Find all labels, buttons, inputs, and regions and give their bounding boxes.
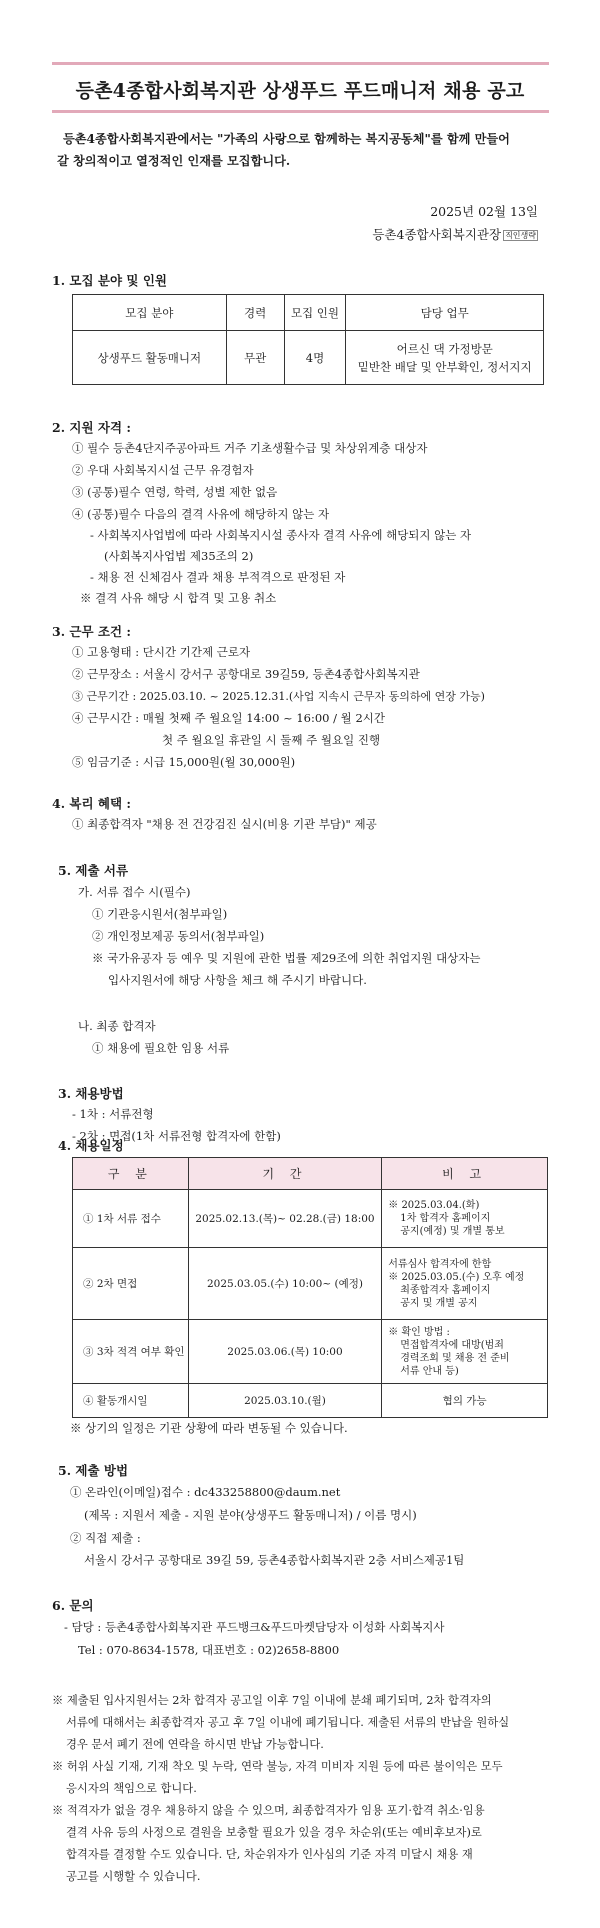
section-heading-benefits: 4. 복리 혜택 : bbox=[52, 796, 132, 811]
schedule-step: ③ 3차 적격 여부 확인 bbox=[73, 1320, 189, 1384]
note-line: 경우 문서 폐기 전에 연락을 하시면 반납 가능합니다. bbox=[66, 1738, 324, 1751]
note-line: 응시자의 책임으로 합니다. bbox=[66, 1782, 197, 1795]
table-row bbox=[73, 1248, 548, 1320]
note-line: 서류심사 합격자에 한함 bbox=[388, 1258, 492, 1270]
table-header-cell: 담당 업무 bbox=[346, 295, 544, 331]
schedule-period: 2025.03.06.(목) 10:00 bbox=[188, 1320, 382, 1384]
list-item: ① 기관응시원서(첨부파일) bbox=[92, 907, 228, 921]
schedule-period: 2025.03.10.(월) bbox=[188, 1384, 382, 1418]
table-row bbox=[73, 1190, 548, 1248]
schedule-note: 협의 가능 bbox=[382, 1384, 548, 1418]
list-item: ④ (공통)필수 다음의 결격 사유에 해당하지 않는 자 bbox=[72, 507, 330, 521]
table-header-cell: 경력 bbox=[226, 295, 284, 331]
list-item: - 2차 : 면접(1차 서류전형 합격자에 한함) bbox=[72, 1129, 281, 1143]
section-heading-submission: 5. 제출 방법 bbox=[58, 1463, 129, 1478]
intro-prefix: 등촌4종합사회복지관에서는 bbox=[63, 132, 218, 146]
table-header-row bbox=[73, 295, 544, 331]
title-top-rule bbox=[52, 62, 549, 65]
section-heading-recruitment: 1. 모집 분야 및 인원 bbox=[52, 273, 167, 288]
list-item: ② 직접 제출 : bbox=[70, 1531, 141, 1545]
table-row bbox=[73, 1384, 548, 1418]
note-line: 서류에 대해서는 최종합격자 공고 후 7일 이내에 폐기됩니다. 제출된 서류의 반납을 원하실 bbox=[66, 1716, 510, 1729]
signature bbox=[372, 225, 538, 243]
note-line: 최종합격자 홈페이지 bbox=[400, 1284, 491, 1296]
note-line: ※ 허위 사실 기재, 기재 착오 및 누락, 연락 불능, 자격 미비자 지원 등에 따른 불이익은 모두 bbox=[52, 1760, 503, 1773]
schedule-note bbox=[382, 1248, 548, 1320]
note-line: ※ 2025.03.05.(수) 오후 예정 bbox=[388, 1271, 525, 1283]
sub-heading: 가. 서류 접수 시(필수) bbox=[78, 885, 191, 899]
list-item: - 사회복지사업법에 따라 사회복지시설 종사자 결격 사유에 해당되지 않는 자 bbox=[90, 528, 472, 542]
table-header-cell: 모집 분야 bbox=[73, 295, 227, 331]
note-line: 공지 및 개별 공지 bbox=[400, 1297, 478, 1309]
note-line: 1차 합격자 홈페이지 bbox=[400, 1213, 491, 1224]
note-line: 서류 안내 등) bbox=[400, 1365, 459, 1377]
schedule-period: 2025.03.05.(수) 10:00~ (예정) bbox=[188, 1248, 382, 1320]
table-header-cell: 비 고 bbox=[382, 1158, 548, 1190]
count-cell: 4명 bbox=[284, 331, 346, 385]
field-cell: 상생푸드 활동매니저 bbox=[73, 331, 227, 385]
page-title: 등촌4종합사회복지관 상생푸드 푸드매니저 채용 공고 bbox=[75, 80, 525, 102]
list-item: 서울시 강서구 공항대로 39길 59, 등촌4종합사회복지관 2층 서비스제공1팀 bbox=[84, 1553, 465, 1567]
note-line: 경력조회 및 채용 전 준비 bbox=[400, 1352, 510, 1364]
list-item: ① 필수 등촌4단지주공아파트 거주 기초생활수급 및 차상위계층 대상자 bbox=[72, 441, 428, 455]
recruitment-table bbox=[72, 294, 544, 385]
duty-cell bbox=[346, 331, 544, 385]
schedule-step: ② 2차 면접 bbox=[73, 1248, 189, 1320]
list-item: ※ 결격 사유 해당 시 합격 및 고용 취소 bbox=[80, 591, 277, 605]
list-item: 입사지원서에 해당 사항을 체크 해 주시기 바랍니다. bbox=[108, 973, 367, 987]
note-line: ※ 2025.03.04.(화) bbox=[388, 1200, 480, 1211]
career-cell: 무관 bbox=[226, 331, 284, 385]
schedule-step: ① 1차 서류 접수 bbox=[73, 1190, 189, 1248]
note-line: ※ 제출된 입사지원서는 2차 합격자 공고일 이후 7일 이내에 분쇄 폐기되며, 2차 합격자의 bbox=[52, 1694, 492, 1707]
list-item: ③ (공통)필수 연령, 학력, 성별 제한 없음 bbox=[72, 485, 278, 499]
list-item: ⑤ 임금기준 : 시급 15,000원(월 30,000원) bbox=[72, 755, 296, 769]
table-header-cell: 모집 인원 bbox=[284, 295, 346, 331]
list-item: (사회복지사업법 제35조의 2) bbox=[104, 549, 254, 563]
note-line: ※ 적격자가 없을 경우 채용하지 않을 수 있으며, 최종합격자가 임용 포기·합격 취소·임용 bbox=[52, 1804, 485, 1817]
title-bottom-rule bbox=[52, 110, 549, 113]
intro-suffix: 를 함께 만들어 bbox=[430, 132, 510, 146]
schedule-period: 2025.02.13.(목)~ 02.28.(금) 18:00 bbox=[188, 1190, 382, 1248]
list-item: - 1차 : 서류전형 bbox=[72, 1107, 154, 1121]
intro-quote: "가족의 사랑으로 함께하는 복지공동체" bbox=[217, 132, 431, 146]
list-item: ③ 근무기간 : 2025.03.10. ~ 2025.12.31.(사업 지속시 근무자 동의하에 연장 가능) bbox=[72, 690, 485, 703]
section-heading-documents: 5. 제출 서류 bbox=[58, 863, 129, 878]
note-line: 공고를 시행할 수 있습니다. bbox=[66, 1870, 201, 1883]
schedule-note bbox=[382, 1190, 548, 1248]
section-heading-conditions: 3. 근무 조건 : bbox=[52, 624, 132, 639]
section-heading-qualifications: 2. 지원 자격 : bbox=[52, 420, 132, 435]
note-line: 합격자를 결정할 수도 있습니다. 단, 차순위자가 인사심의 기준 자격 미달시 채용 재 bbox=[66, 1848, 473, 1861]
intro-line2: 갈 창의적이고 열정적인 인재를 모집합니다. bbox=[57, 154, 291, 168]
list-item: ① 최종합격자 "채용 전 건강검진 실시(비용 기관 부담)" 제공 bbox=[72, 817, 377, 831]
list-item: ※ 국가유공자 등 예우 및 지원에 관한 법률 제29조에 의한 취업지원 대상자는 bbox=[92, 951, 481, 965]
list-item: ④ 근무시간 : 매월 첫째 주 월요일 14:00 ~ 16:00 / 월 2시간 bbox=[72, 711, 385, 725]
note-line: 면접합격자에 대방(범죄 bbox=[400, 1339, 504, 1351]
note-line: 결격 사유 등의 사정으로 결원을 보충할 필요가 있을 경우 차순위(또는 예비후보자)로 bbox=[66, 1826, 482, 1839]
list-item: Tel : 070-8634-1578, 대표번호 : 02)2658-8800 bbox=[78, 1643, 340, 1657]
notice-date: 2025년 02월 13일 bbox=[430, 204, 538, 219]
list-item: (제목 : 지원서 제출 - 지원 분야(상생푸드 활동매니저) / 이름 명시) bbox=[84, 1508, 417, 1522]
section-heading-contact: 6. 문의 bbox=[52, 1598, 94, 1613]
section-heading-schedule: 4. 채용일정 bbox=[58, 1138, 124, 1153]
schedule-footnote: ※ 상기의 일정은 기관 상황에 따라 변동될 수 있습니다. bbox=[70, 1421, 348, 1435]
list-item: ② 근무장소 : 서울시 강서구 공항대로 39길59, 등촌4종합사회복지관 bbox=[72, 667, 420, 681]
seal-omitted: 직인생략 bbox=[505, 231, 536, 240]
table-row bbox=[73, 331, 544, 385]
duty-line: 밑반찬 배달 및 안부확인, 정서지지 bbox=[357, 359, 532, 374]
list-item: ① 고용형태 : 단시간 기간제 근로자 bbox=[72, 645, 251, 659]
table-row bbox=[73, 1320, 548, 1384]
schedule-note bbox=[382, 1320, 548, 1384]
schedule-header-row bbox=[73, 1158, 548, 1190]
section-heading-hiring-method: 3. 채용방법 bbox=[58, 1086, 124, 1101]
list-item: - 담당 : 등촌4종합사회복지관 푸드뱅크&푸드마켓담당자 이성화 사회복지사 bbox=[64, 1620, 445, 1634]
schedule-step: ④ 활동개시일 bbox=[73, 1384, 189, 1418]
table-header-cell: 구 분 bbox=[73, 1158, 189, 1190]
list-item: - 채용 전 신체검사 결과 채용 부적격으로 판정된 자 bbox=[90, 570, 346, 584]
intro-paragraph bbox=[57, 128, 547, 172]
list-item: ② 우대 사회복지시설 근무 유경험자 bbox=[72, 463, 254, 477]
signature-name: 등촌4종합사회복지관장 bbox=[372, 227, 502, 242]
schedule-table bbox=[72, 1157, 548, 1418]
duty-line: 어르신 댁 가정방문 bbox=[396, 341, 493, 356]
note-line: ※ 확인 방법 : bbox=[388, 1326, 450, 1338]
footer-notes bbox=[52, 1690, 552, 1888]
list-item: ② 개인정보제공 동의서(첨부파일) bbox=[92, 929, 265, 943]
list-item: 첫 주 월요일 휴관일 시 둘째 주 월요일 진행 bbox=[162, 733, 381, 747]
sub-heading: 나. 최종 합격자 bbox=[78, 1019, 156, 1033]
list-item: ① 채용에 필요한 임용 서류 bbox=[92, 1041, 230, 1055]
table-header-cell: 기 간 bbox=[188, 1158, 382, 1190]
note-line: 공지(예정) 및 개별 통보 bbox=[400, 1226, 505, 1237]
list-item: ① 온라인(이메일)접수 : dc433258800@daum.net bbox=[70, 1485, 341, 1499]
